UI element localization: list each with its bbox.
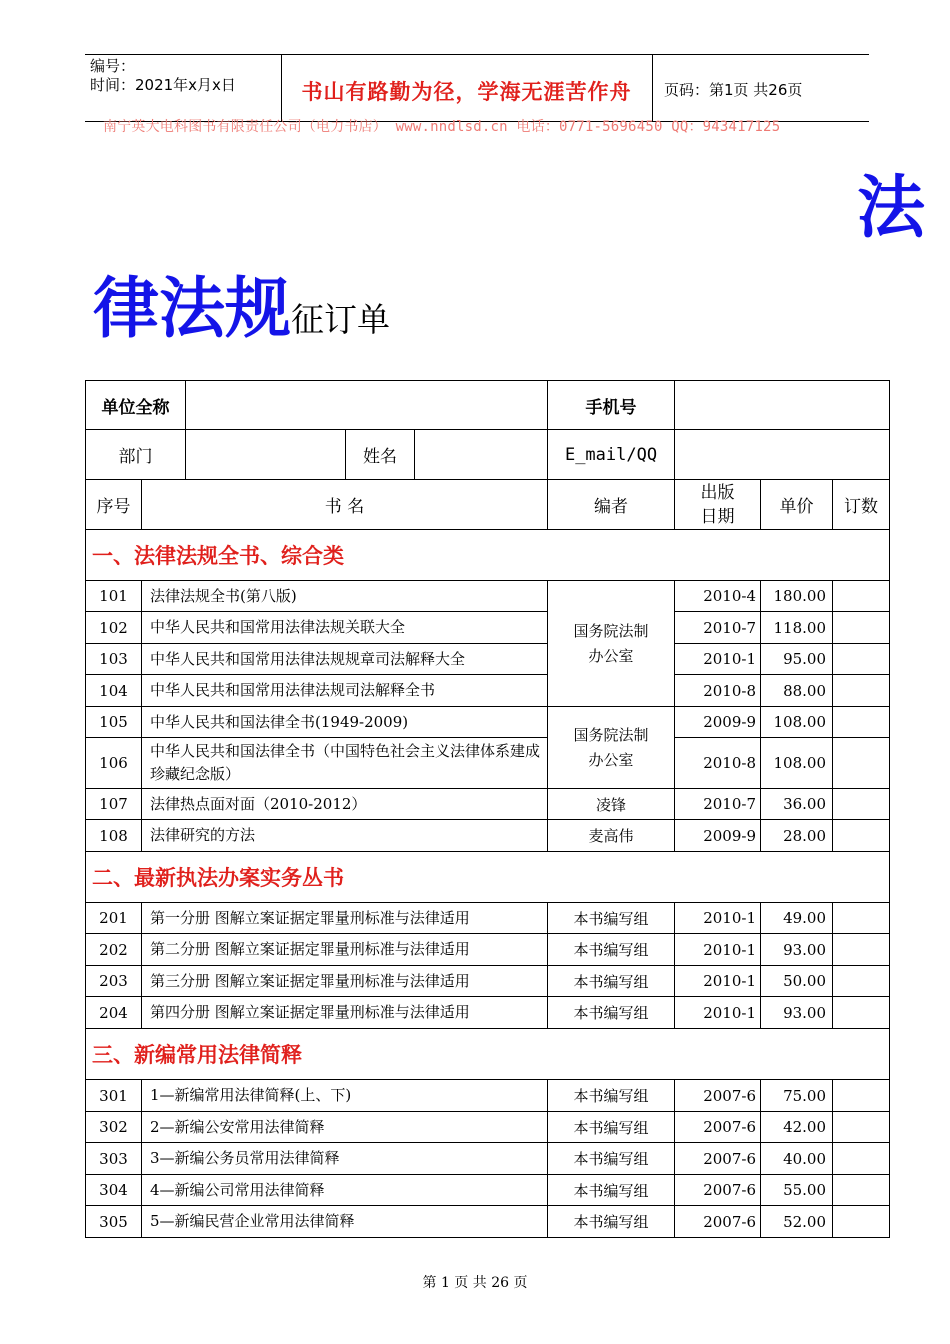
book-editor-group [548, 707, 675, 789]
table-row [86, 1143, 890, 1175]
col-date-line1: 出版 [700, 482, 735, 503]
book-no: 107 [86, 789, 142, 820]
order-qty-cell[interactable] [833, 934, 890, 966]
col-date-line2: 日期 [700, 506, 735, 527]
book-no: 108 [86, 820, 142, 852]
time-label: 时间：2021年x月x日 [90, 76, 236, 94]
order-qty-cell[interactable] [833, 1080, 890, 1112]
table-row [86, 934, 890, 966]
table-row [86, 789, 890, 820]
table-row [86, 1206, 890, 1238]
table-row [86, 612, 890, 644]
editor-line: 办公室 [588, 646, 634, 665]
book-date: 2009-9 [675, 707, 761, 738]
book-price: 36.00 [761, 789, 833, 820]
section-header-row [86, 530, 890, 581]
header-motto: 书山有路勤为径，学海无涯苦作舟 [301, 80, 632, 104]
title-main-text: 律法规 [93, 269, 291, 347]
book-name: 法律热点面对面（2010-2012） [142, 789, 548, 820]
book-no: 305 [86, 1206, 142, 1238]
section-title: 一、法律法规全书、综合类 [86, 530, 890, 581]
book-name: 中华人民共和国常用法律法规关联大全 [142, 612, 548, 644]
order-form-table [85, 380, 890, 1238]
name-input-cell[interactable] [415, 430, 548, 480]
book-price: 108.00 [761, 707, 833, 738]
book-name: 2—新编公安常用法律简释 [142, 1112, 548, 1143]
book-name: 第三分册 图解立案证据定罪量刑标准与法律适用 [142, 966, 548, 997]
book-date: 2007-6 [675, 1080, 761, 1112]
table-row [86, 675, 890, 707]
header-top-rule [85, 54, 869, 55]
book-name: 3—新编公务员常用法律简释 [142, 1143, 548, 1175]
header-divider [652, 54, 653, 121]
book-date: 2010-7 [675, 789, 761, 820]
book-price: 28.00 [761, 820, 833, 852]
order-qty-cell[interactable] [833, 1112, 890, 1143]
book-no: 204 [86, 997, 142, 1029]
title-sub-text: 征订单 [291, 300, 390, 339]
book-editor: 本书编写组 [548, 934, 675, 966]
order-qty-cell[interactable] [833, 675, 890, 707]
book-price: 95.00 [761, 644, 833, 675]
book-date: 2007-6 [675, 1112, 761, 1143]
book-date: 2010-7 [675, 612, 761, 644]
book-price: 180.00 [761, 581, 833, 612]
table-row [86, 903, 890, 934]
book-date: 2010-1 [675, 966, 761, 997]
book-name: 法律研究的方法 [142, 820, 548, 852]
table-row [86, 1112, 890, 1143]
book-date: 2010-1 [675, 934, 761, 966]
table-row [86, 707, 890, 738]
book-name: 第二分册 图解立案证据定罪量刑标准与法律适用 [142, 934, 548, 966]
order-qty-cell[interactable] [833, 707, 890, 738]
book-editor: 本书编写组 [548, 903, 675, 934]
book-name: 第一分册 图解立案证据定罪量刑标准与法律适用 [142, 903, 548, 934]
book-date: 2007-6 [675, 1175, 761, 1206]
book-price: 118.00 [761, 612, 833, 644]
order-qty-cell[interactable] [833, 997, 890, 1029]
book-date: 2010-4 [675, 581, 761, 612]
book-name: 中华人民共和国常用法律法规司法解释全书 [142, 675, 548, 707]
table-row [86, 1175, 890, 1206]
book-editor: 本书编写组 [548, 1206, 675, 1238]
table-row [86, 820, 890, 852]
book-price: 52.00 [761, 1206, 833, 1238]
table-row [86, 581, 890, 612]
section-title: 三、新编常用法律简释 [86, 1029, 890, 1080]
phone-label: 手机号 [548, 381, 675, 430]
col-price: 单价 [761, 480, 833, 530]
book-no: 104 [86, 675, 142, 707]
book-price: 93.00 [761, 997, 833, 1029]
header-page-info: 页码：第1页 共26页 [664, 81, 803, 99]
editor-line: 办公室 [588, 750, 634, 769]
book-price: 42.00 [761, 1112, 833, 1143]
col-book: 书 名 [142, 480, 548, 530]
book-no: 105 [86, 707, 142, 738]
book-name: 中华人民共和国常用法律法规规章司法解释大全 [142, 644, 548, 675]
book-price: 55.00 [761, 1175, 833, 1206]
form-row-unit [86, 381, 890, 430]
book-name: 法律法规全书(第八版) [142, 581, 548, 612]
dept-input-cell[interactable] [186, 430, 346, 480]
book-name: 5—新编民营企业常用法律简释 [142, 1206, 548, 1238]
book-editor: 本书编写组 [548, 1175, 675, 1206]
title-first-char: 法 [857, 168, 926, 248]
book-editor-group [548, 581, 675, 707]
company-info-line: 南宁英大电科图书有限责任公司（电力书店） www.nndlsd.cn 电话：0771-5696450 QQ：943417125 [103, 119, 781, 135]
section-header-row [86, 852, 890, 903]
book-editor: 本书编写组 [548, 1112, 675, 1143]
order-qty-cell[interactable] [833, 1206, 890, 1238]
col-date [675, 480, 761, 530]
unit-input-cell[interactable] [186, 381, 548, 430]
editor-line: 国务院法制 [573, 621, 649, 640]
form-row-dept [86, 430, 890, 480]
book-name: 中华人民共和国法律全书(1949-2009) [142, 707, 548, 738]
book-date: 2007-6 [675, 1206, 761, 1238]
table-row [86, 966, 890, 997]
book-date: 2010-8 [675, 738, 761, 789]
book-price: 50.00 [761, 966, 833, 997]
book-date: 2010-1 [675, 997, 761, 1029]
page-title [93, 268, 390, 360]
order-qty-cell[interactable] [833, 789, 890, 820]
column-header-row [86, 480, 890, 530]
book-editor: 凌锋 [548, 789, 675, 820]
book-name: 第四分册 图解立案证据定罪量刑标准与法律适用 [142, 997, 548, 1029]
email-label: E_mail/QQ [548, 430, 675, 480]
header-meta [90, 57, 236, 95]
editor-line: 国务院法制 [573, 725, 649, 744]
book-no: 301 [86, 1080, 142, 1112]
dept-label: 部门 [86, 430, 186, 480]
book-no: 203 [86, 966, 142, 997]
book-price: 93.00 [761, 934, 833, 966]
book-price: 108.00 [761, 738, 833, 789]
order-qty-cell[interactable] [833, 1143, 890, 1175]
name-label: 姓名 [346, 430, 415, 480]
number-label: 编号： [90, 57, 136, 75]
book-no: 304 [86, 1175, 142, 1206]
book-date: 2009-9 [675, 820, 761, 852]
book-no: 103 [86, 644, 142, 675]
book-no: 202 [86, 934, 142, 966]
order-qty-cell[interactable] [833, 612, 890, 644]
book-editor: 本书编写组 [548, 997, 675, 1029]
book-price: 49.00 [761, 903, 833, 934]
col-editor: 编者 [548, 480, 675, 530]
col-qty: 订数 [833, 480, 890, 530]
book-price: 75.00 [761, 1080, 833, 1112]
table-row [86, 738, 890, 789]
table-row [86, 644, 890, 675]
book-no: 303 [86, 1143, 142, 1175]
table-row [86, 997, 890, 1029]
section-header-row [86, 1029, 890, 1080]
order-qty-cell[interactable] [833, 738, 890, 789]
book-name: 中华人民共和国法律全书（中国特色社会主义法律体系建成珍藏纪念版） [142, 738, 548, 789]
book-no: 102 [86, 612, 142, 644]
section-title: 二、最新执法办案实务丛书 [86, 852, 890, 903]
order-qty-cell[interactable] [833, 644, 890, 675]
order-qty-cell[interactable] [833, 581, 890, 612]
page-footer: 第 1 页 共 26 页 [422, 1275, 528, 1291]
book-date: 2010-1 [675, 903, 761, 934]
unit-label: 单位全称 [86, 381, 186, 430]
order-qty-cell[interactable] [833, 1175, 890, 1206]
book-no: 106 [86, 738, 142, 789]
book-no: 302 [86, 1112, 142, 1143]
book-date: 2007-6 [675, 1143, 761, 1175]
order-qty-cell[interactable] [833, 820, 890, 852]
col-no: 序号 [86, 480, 142, 530]
book-editor: 本书编写组 [548, 1080, 675, 1112]
book-editor: 本书编写组 [548, 1143, 675, 1175]
order-qty-cell[interactable] [833, 903, 890, 934]
book-price: 40.00 [761, 1143, 833, 1175]
book-date: 2010-1 [675, 644, 761, 675]
book-price: 88.00 [761, 675, 833, 707]
book-no: 201 [86, 903, 142, 934]
book-name: 4—新编公司常用法律简释 [142, 1175, 548, 1206]
book-name: 1—新编常用法律简释(上、下) [142, 1080, 548, 1112]
book-editor: 本书编写组 [548, 966, 675, 997]
table-row [86, 1080, 890, 1112]
order-qty-cell[interactable] [833, 966, 890, 997]
book-editor: 麦高伟 [548, 820, 675, 852]
email-input-cell[interactable] [675, 430, 890, 480]
phone-input-cell[interactable] [675, 381, 890, 430]
book-date: 2010-8 [675, 675, 761, 707]
book-no: 101 [86, 581, 142, 612]
